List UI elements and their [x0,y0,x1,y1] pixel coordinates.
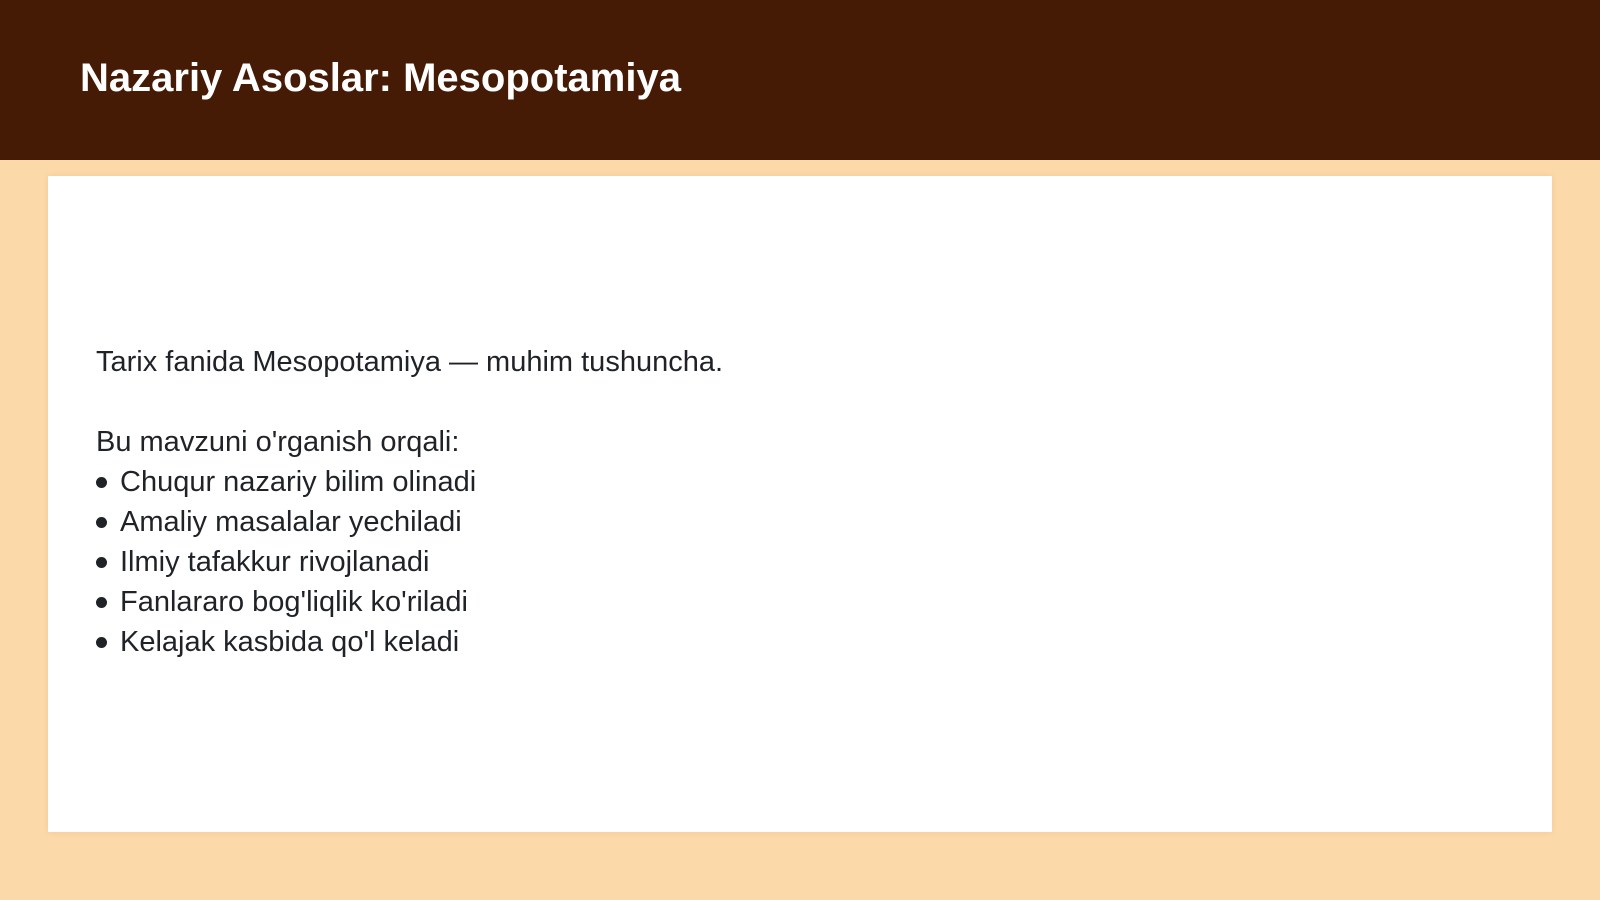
slide-title: Nazariy Asoslar: Mesopotamiya [80,56,681,100]
bullet-icon [96,637,107,648]
content-card [48,176,1552,832]
header-bar [0,0,1600,160]
bullet-list [96,462,1476,662]
bullet-text: Fanlararo bog'liqlik ko'riladi [120,586,468,618]
bullet-icon [96,597,107,608]
bullet-item [96,622,1476,662]
bullet-item [96,542,1476,582]
bullet-item [96,462,1476,502]
paragraph-gap [96,382,1476,422]
intro-text: Tarix fanida Mesopotamiya — muhim tushuncha. [96,346,724,378]
bullet-icon [96,557,107,568]
slide-body [96,342,1476,662]
bullet-icon [96,477,107,488]
bullet-icon [96,517,107,528]
bullet-item [96,502,1476,542]
bullet-text: Kelajak kasbida qo'l keladi [120,626,460,658]
bullet-item [96,582,1476,622]
bullet-text: Chuqur nazariy bilim olinadi [120,466,477,498]
bullet-text: Ilmiy tafakkur rivojlanadi [120,546,430,578]
bullet-text: Amaliy masalalar yechiladi [120,506,462,538]
lead-text: Bu mavzuni o'rganish orqali: [96,426,460,458]
